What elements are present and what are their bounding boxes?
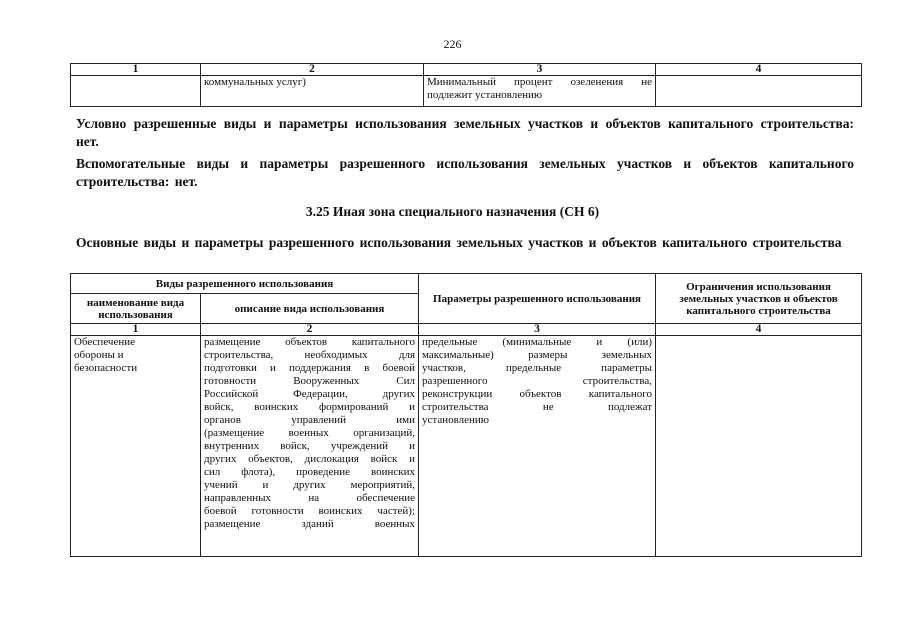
- cell-line: боевой готовности воинских частей);: [204, 505, 416, 517]
- cell-line: Российской Федерации, других: [204, 388, 416, 400]
- cell-line: Обеспечение: [74, 336, 135, 348]
- main-uses-table: [70, 273, 862, 557]
- cell-line: (размещение военных организаций,: [204, 427, 416, 439]
- cell-line: безопасности: [74, 362, 138, 374]
- cell-line: строительства не подлежат: [422, 401, 653, 413]
- cell-line: размещение зданий военных: [204, 518, 416, 530]
- restrictions-header: Ограничения использования земельных участков и объектов капитального строительства: [656, 274, 862, 324]
- column-number: 3: [419, 324, 656, 336]
- table-cell: [424, 76, 656, 107]
- cell-line: размещение объектов капитального: [204, 336, 416, 348]
- cell-line: готовности Вооруженных Сил: [204, 375, 416, 387]
- cell-line: подготовки и поддержания в боевой: [204, 362, 416, 374]
- parameters-header: Параметры разрешенного использования: [419, 274, 656, 324]
- continuation-table: [70, 63, 862, 107]
- cell-line: реконструкции объектов капитального: [422, 388, 653, 400]
- column-number: 1: [71, 64, 201, 76]
- cell-line: обороны и: [74, 349, 124, 361]
- cell-line: сил флота), проведение воинских: [204, 466, 416, 478]
- use-description-header: описание вида использования: [201, 294, 419, 324]
- cell-line: Минимальный процент озеленения не: [427, 76, 652, 88]
- cell-line: установлению: [422, 414, 490, 426]
- column-number: 2: [201, 64, 424, 76]
- page-number: 226: [443, 37, 462, 51]
- table-cell: [656, 76, 862, 107]
- cell-line: направленных на обеспечение: [204, 492, 416, 504]
- cell-line: подлежит установлению: [427, 89, 543, 101]
- uses-group-header: Виды разрешенного использования: [71, 274, 419, 294]
- use-name-header: наименование вида использования: [71, 294, 201, 324]
- table-row: [71, 76, 862, 107]
- table-row: [71, 336, 862, 557]
- table-cell: [71, 76, 201, 107]
- column-number-row: [71, 324, 862, 336]
- main-uses-heading: Основные виды и параметры разрешенного использования земельных участков и объектов капитального строительства: [76, 235, 842, 250]
- column-number: 4: [656, 64, 862, 76]
- use-name-cell: [71, 336, 201, 557]
- cell-line: строительства, необходимых для: [204, 349, 416, 361]
- cell-line: разрешенного строительства,: [422, 375, 653, 387]
- parameters-cell: [419, 336, 656, 557]
- column-number: 4: [656, 324, 862, 336]
- conditional-uses-paragraph: Условно разрешенные виды и параметры использования земельных участков и объектов капитального строительства: нет.: [76, 116, 854, 149]
- cell-line: максимальные) размеры земельных: [422, 349, 653, 361]
- use-description-cell: [201, 336, 419, 557]
- section-title: 3.25 Иная зона специального назначения (СН 6): [305, 204, 600, 219]
- cell-line: внутренних войск, учреждений и: [204, 440, 416, 452]
- cell-line: войск, воинских формирований и: [204, 401, 416, 413]
- column-number-row: [71, 64, 862, 76]
- cell-line: участков, предельные параметры: [422, 362, 653, 374]
- auxiliary-uses-paragraph: Вспомогательные виды и параметры разрешенного использования земельных участков и объектов капитального строительства: нет.: [76, 156, 854, 189]
- restrictions-cell: [656, 336, 862, 557]
- cell-line: органов управлений ими: [204, 414, 416, 426]
- table-cell: коммунальных услуг): [201, 76, 424, 107]
- column-number: 2: [201, 324, 419, 336]
- cell-line: других объектов, дислокация войск и: [204, 453, 416, 465]
- column-number: 1: [71, 324, 201, 336]
- column-number: 3: [424, 64, 656, 76]
- cell-line: учений и других мероприятий,: [204, 479, 416, 491]
- cell-line: предельные (минимальные и (или): [422, 336, 653, 348]
